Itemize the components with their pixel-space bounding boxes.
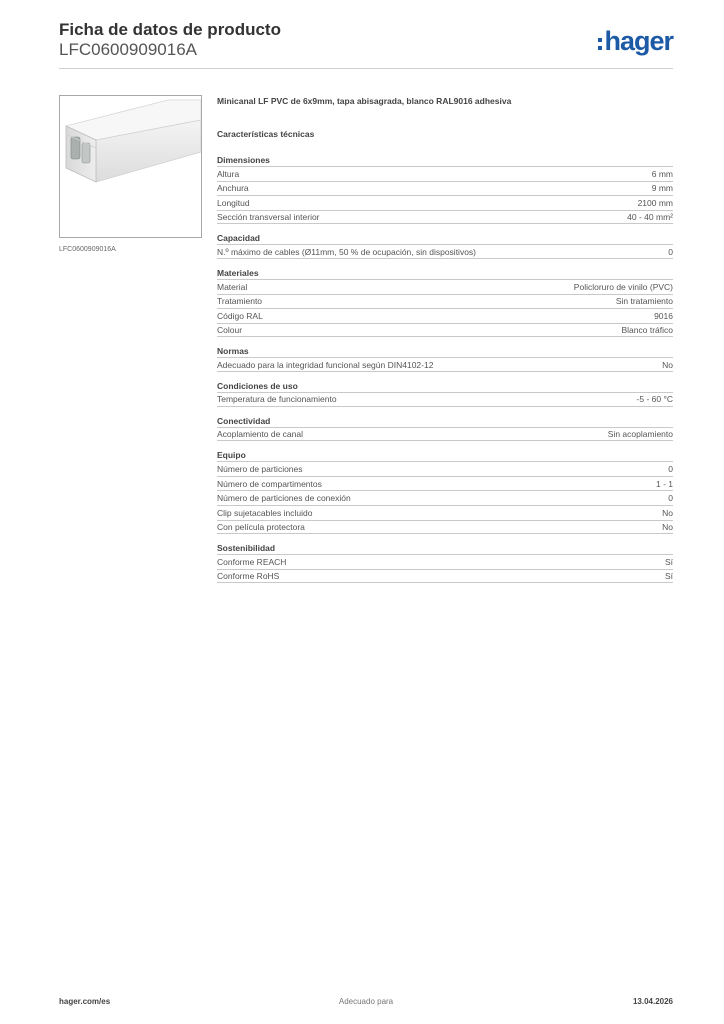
spec-value: 6 mm: [651, 168, 673, 179]
spec-label: Con película protectora: [217, 521, 305, 532]
section-title: Dimensiones: [217, 155, 270, 165]
spec-label: Colour: [217, 325, 243, 336]
product-image: [59, 95, 202, 238]
section-title: Condiciones de uso: [217, 380, 298, 391]
spec-label: Tratamiento: [217, 296, 263, 307]
spec-sections: [217, 154, 673, 583]
document-title: Ficha de datos de producto: [59, 20, 281, 39]
spec-section: [217, 415, 673, 442]
spec-row: [217, 294, 673, 309]
spec-value: 9 mm: [651, 183, 673, 194]
spec-label: Adecuado para la integridad funcional según DIN4102-12: [217, 359, 434, 370]
spec-value: -5 - 60 °C: [636, 394, 673, 405]
spec-row: [217, 505, 673, 520]
spec-row: [217, 279, 673, 294]
cable-duct-icon: [60, 96, 201, 237]
spec-section: [217, 542, 673, 583]
spec-row: [217, 308, 673, 323]
footer-date: 13.04.2026: [632, 997, 673, 1006]
spec-row: [217, 490, 673, 505]
spec-label: Número de particiones de conexión: [217, 493, 351, 504]
spec-row: [217, 195, 673, 210]
section-title: Conectividad: [217, 415, 271, 426]
spec-value: Sin tratamiento: [615, 296, 673, 307]
spec-section: [217, 232, 673, 259]
spec-label: Temperatura de funcionamiento: [217, 394, 337, 405]
spec-label: Acoplamiento de canal: [217, 428, 304, 439]
spec-label: Conforme REACH: [217, 556, 287, 567]
page-header: [59, 20, 673, 70]
footer-website: hager.com/es: [59, 997, 111, 1006]
spec-label: Sección transversal interior: [217, 212, 320, 223]
section-title: Capacidad: [217, 233, 260, 244]
spec-row: [217, 427, 673, 442]
spec-row: [217, 166, 673, 181]
spec-row: [217, 461, 673, 476]
spec-label: Altura: [217, 168, 240, 179]
spec-section: [217, 345, 673, 372]
spec-row: [217, 181, 673, 196]
spec-row: [217, 476, 673, 491]
hager-logo: [598, 25, 673, 57]
section-title: Sostenibilidad: [217, 543, 276, 554]
characteristics-title: Características técnicas: [217, 129, 315, 139]
section-title: Materiales: [217, 267, 259, 278]
spec-value: No: [662, 521, 673, 532]
page-footer: [59, 997, 673, 1011]
spec-value: 9016: [654, 310, 673, 321]
spec-section: [217, 267, 673, 337]
spec-row: [217, 569, 673, 584]
spec-label: Número de compartimentos: [217, 478, 322, 489]
spec-row: [217, 554, 673, 569]
spec-label: Conforme RoHS: [217, 570, 280, 581]
logo-dots-icon: [598, 38, 602, 50]
product-description: Minicanal LF PVC de 6x9mm, tapa abisagrada, blanco RAL9016 adhesiva: [217, 96, 512, 106]
spec-label: Número de particiones: [217, 463, 303, 474]
spec-value: Sin acoplamiento: [607, 428, 673, 439]
spec-label: Material: [217, 281, 248, 292]
spec-content: [217, 96, 673, 583]
spec-row: [217, 244, 673, 259]
spec-label: Anchura: [217, 183, 249, 194]
spec-section: [217, 449, 673, 534]
spec-label: Código RAL: [217, 310, 263, 321]
section-title: Equipo: [217, 450, 246, 461]
spec-value: No: [662, 507, 673, 518]
spec-value: 0: [668, 246, 673, 257]
image-caption: LFC0600909016A: [59, 246, 116, 253]
spec-value: 1 - 1: [655, 478, 673, 489]
spec-label: N.º máximo de cables (Ø11mm, 50 % de ocupación, sin dispositivos): [217, 246, 477, 257]
spec-row: [217, 323, 673, 338]
spec-value: 0: [668, 493, 673, 504]
spec-row: [217, 210, 673, 225]
spec-value: Policloruro de vinilo (PVC): [573, 281, 673, 292]
spec-label: Clip sujetacables incluido: [217, 507, 313, 518]
spec-row: [217, 392, 673, 407]
spec-section: [217, 154, 673, 224]
spec-value: Sí: [664, 570, 673, 581]
logo-wordmark: hager: [604, 25, 673, 56]
spec-value: 40 - 40 mm²: [627, 212, 673, 223]
section-title: Normas: [217, 346, 249, 357]
spec-label: Longitud: [217, 197, 250, 208]
spec-section: [217, 380, 673, 407]
footer-center-text: Adecuado para: [338, 997, 394, 1006]
spec-value: Sí: [664, 556, 673, 567]
spec-value: No: [662, 359, 673, 370]
spec-value: 0: [668, 463, 673, 474]
spec-value: 2100 mm: [637, 197, 673, 208]
spec-row: [217, 520, 673, 535]
spec-value: Blanco tráfico: [621, 325, 673, 336]
spec-row: [217, 357, 673, 372]
product-code: LFC0600909016A: [59, 40, 198, 59]
header-divider: [59, 68, 673, 69]
